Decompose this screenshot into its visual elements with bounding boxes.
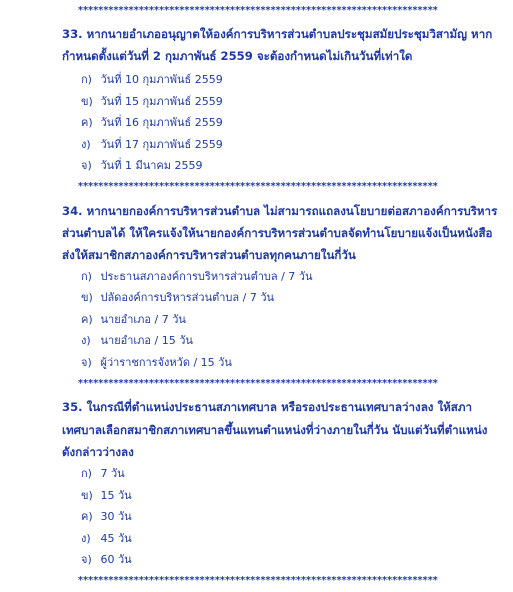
question-33-option-b: [81, 94, 501, 110]
option-label: ค): [81, 116, 93, 129]
question-33-line-2: กำหนดตั้งแต่วันที่ 2 กุมภาพันธ์ 2559 จะต้องกำหนดไม่เกินวันที่เท่าใด: [62, 49, 413, 63]
option-label: ง): [81, 532, 91, 545]
option-text: นายอำเภอ / 7 วัน: [100, 313, 186, 326]
option-label: ข): [81, 95, 93, 108]
question-35-line-3: ดังกล่าวว่างลง: [62, 445, 134, 459]
question-35-option-d: [81, 531, 501, 547]
question-35-line-2: เทศบาลเลือกสมาชิกสภาเทศบาลขึ้นแทนตำแหน่งที่ว่างภายในกี่วัน นับแต่วันที่ตำแหน่ง: [62, 423, 488, 437]
option-label: ข): [81, 489, 93, 502]
question-35-option-e: [81, 552, 501, 568]
question-34-option-a: [81, 269, 501, 285]
option-text: ประธานสภาองค์การบริหารส่วนตำบล / 7 วัน: [100, 270, 313, 283]
option-label: จ): [81, 159, 92, 172]
option-label: จ): [81, 356, 92, 369]
option-label: ค): [81, 510, 93, 523]
option-text: วันที่ 10 กุมภาพันธ์ 2559: [100, 73, 223, 86]
option-text: วันที่ 1 มีนาคม 2559: [100, 159, 203, 172]
option-label: ข): [81, 291, 93, 304]
question-33-option-c: [81, 115, 501, 131]
option-label: ก): [81, 73, 92, 86]
question-33-option-d: [81, 137, 501, 153]
option-text: วันที่ 17 กุมภาพันธ์ 2559: [100, 138, 223, 151]
question-35-option-a: [81, 466, 501, 482]
separator: ***********************************************************************: [78, 379, 438, 389]
separator: ***********************************************************************: [78, 576, 438, 586]
question-35-line-1: 35. ในกรณีที่ตำแหน่งประธานสภาเทศบาล หรือรองประธานเทศบาลว่างลง ให้สภา: [62, 400, 473, 414]
option-label: ก): [81, 270, 92, 283]
question-33-line-1: 33. หากนายอำเภออนุญาตให้องค์การบริหารส่วนตำบลประชุมสมัยประชุมวิสามัญ หาก: [62, 27, 493, 41]
separator: ***********************************************************************: [78, 182, 438, 192]
question-34-line-3: ส่งให้สมาชิกสภาองค์การบริหารส่วนตำบลทุกคนภายในกี่วัน: [62, 248, 356, 262]
option-text: วันที่ 16 กุมภาพันธ์ 2559: [100, 116, 223, 129]
option-text: ปลัดองค์การบริหารส่วนตำบล / 7 วัน: [100, 291, 275, 304]
question-34-option-e: [81, 355, 501, 371]
separator: ***********************************************************************: [78, 6, 438, 16]
option-text: 15 วัน: [100, 489, 132, 502]
option-text: ผู้ว่าราชการจังหวัด / 15 วัน: [100, 356, 232, 369]
question-35-option-b: [81, 488, 501, 504]
option-label: ง): [81, 334, 91, 347]
question-33-option-a: [81, 72, 501, 88]
question-35-option-c: [81, 509, 501, 525]
option-label: ก): [81, 467, 92, 480]
option-text: 45 วัน: [100, 532, 132, 545]
question-34-option-b: [81, 290, 501, 306]
question-34-option-c: [81, 312, 501, 328]
option-label: ค): [81, 313, 93, 326]
question-34-option-d: [81, 333, 501, 349]
question-34-line-1: 34. หากนายกองค์การบริหารส่วนตำบล ไม่สามารถแถลงนโยบายต่อสภาองค์การบริหาร: [62, 204, 498, 218]
option-text: 60 วัน: [100, 553, 132, 566]
option-text: นายอำเภอ / 15 วัน: [100, 334, 193, 347]
option-label: จ): [81, 553, 92, 566]
question-34-line-2: ส่วนตำบลได้ ให้ใครแจ้งให้นายกองค์การบริหารส่วนตำบลจัดทำนโยบายแจ้งเป็นหนังสือ: [62, 226, 493, 240]
option-text: วันที่ 15 กุมภาพันธ์ 2559: [100, 95, 223, 108]
option-text: 7 วัน: [100, 467, 125, 480]
option-label: ง): [81, 138, 91, 151]
question-33-option-e: [81, 158, 501, 174]
option-text: 30 วัน: [100, 510, 132, 523]
